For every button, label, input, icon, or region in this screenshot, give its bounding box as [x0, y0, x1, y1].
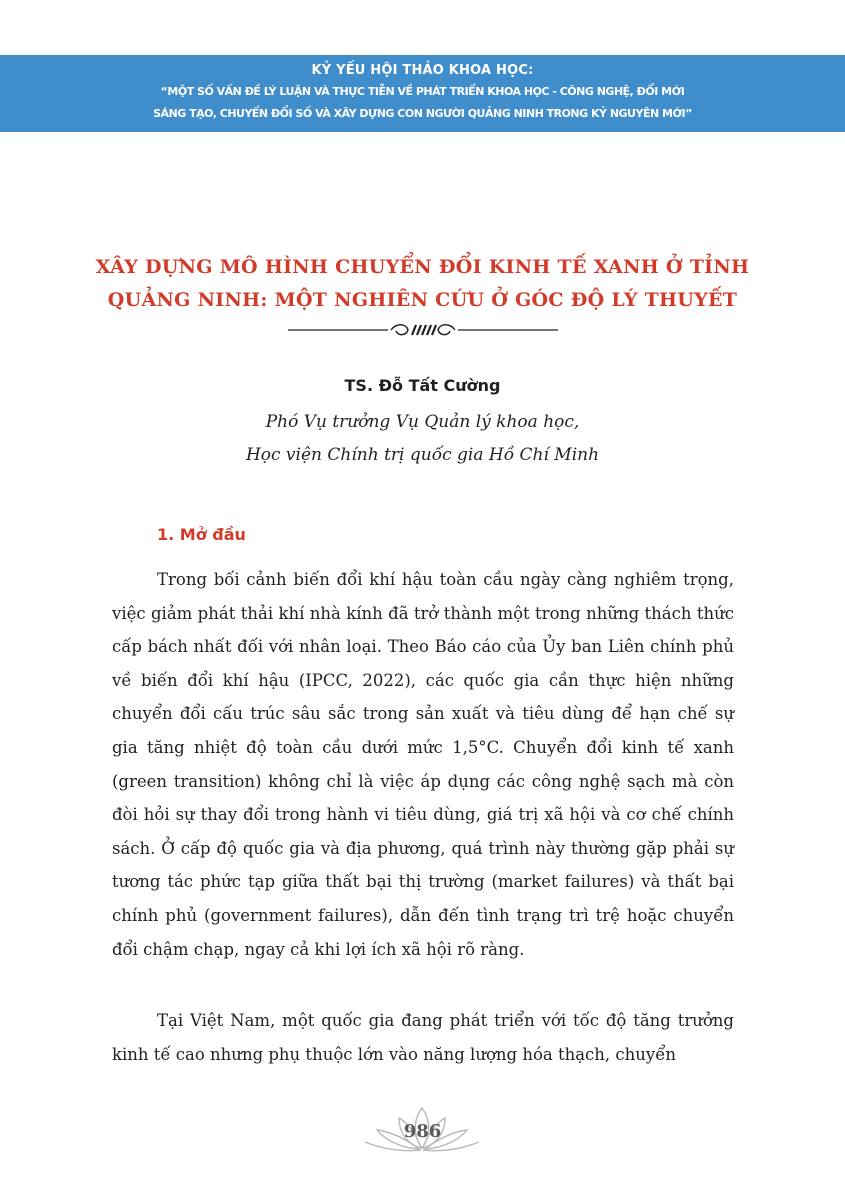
article-title-line-1: XÂY DỰNG MÔ HÌNH CHUYỂN ĐỔI KINH TẾ XANH Ở TỈNH: [95, 256, 750, 278]
title-divider-ornament: [288, 320, 558, 340]
body-paragraph-2: Tại Việt Nam, một quốc gia đang phát triển với tốc độ tăng trưởng kinh tế cao nhưng phụ thuộc lớn vào năng lượng hóa thạch, chuyển: [112, 1011, 734, 1064]
body-paragraph-1: Trong bối cảnh biến đổi khí hậu toàn cầu ngày càng nghiêm trọng, việc giảm phát thải khí nhà kính đã trở thành một trong những thách thức cấp bách nhất đối với nhân loại. Theo Báo cáo của Ủy ban Liên chính phủ về biến đổi khí hậu (IPCC, 2022), các quốc gia cần thực hiện những chuyển đổi cấu trúc sâu sắc trong sản xuất và tiêu dùng để hạn chế sự gia tăng nhiệt độ toàn cầu dưới mức 1,5°C. Chuyển đổi kinh tế xanh (green transition) không chỉ là việc áp dụng các công nghệ sạch mà còn đòi hỏi sự thay đổi trong hành vi tiêu dùng, giá trị xã hội và cơ chế chính sách. Ở cấp độ quốc gia và địa phương, quá trình này thường gặp phải sự tương tác phức tạp giữa thất bại thị trường (market failures) và thất bại chính phủ (government failures), dẫn đến tình trạng trì trệ hoặc chuyển đổi chậm chạp, ngay cả khi lợi ích xã hội rõ ràng.: [112, 570, 734, 959]
header-banner: [0, 55, 845, 132]
author-affiliation-line-1: Phó Vụ trưởng Vụ Quản lý khoa học,: [265, 412, 580, 432]
author-affiliation-line-2: Học viện Chính trị quốc gia Hồ Chí Minh: [245, 445, 600, 465]
page-number: 986: [403, 1121, 442, 1142]
section-heading: 1. Mở đầu: [157, 525, 246, 544]
header-line-1: KỶ YẾU HỘI THẢO KHOA HỌC:: [311, 63, 534, 78]
author-name: TS. Đỗ Tất Cường: [344, 376, 501, 395]
header-line-2: “MỘT SỐ VẤN ĐỀ LÝ LUẬN VÀ THỰC TIỄN VỀ PHÁT TRIỂN KHOA HỌC - CÔNG NGHỆ, ĐỔI MỚI: [160, 85, 685, 98]
header-line-3: SÁNG TẠO, CHUYỂN ĐỔI SỐ VÀ XÂY DỰNG CON NGƯỜI QUẢNG NINH TRONG KỶ NGUYÊN MỚI”: [153, 107, 692, 120]
article-title-line-2: QUẢNG NINH: MỘT NGHIÊN CỨU Ở GÓC ĐỘ LÝ THUYẾT: [107, 289, 738, 311]
